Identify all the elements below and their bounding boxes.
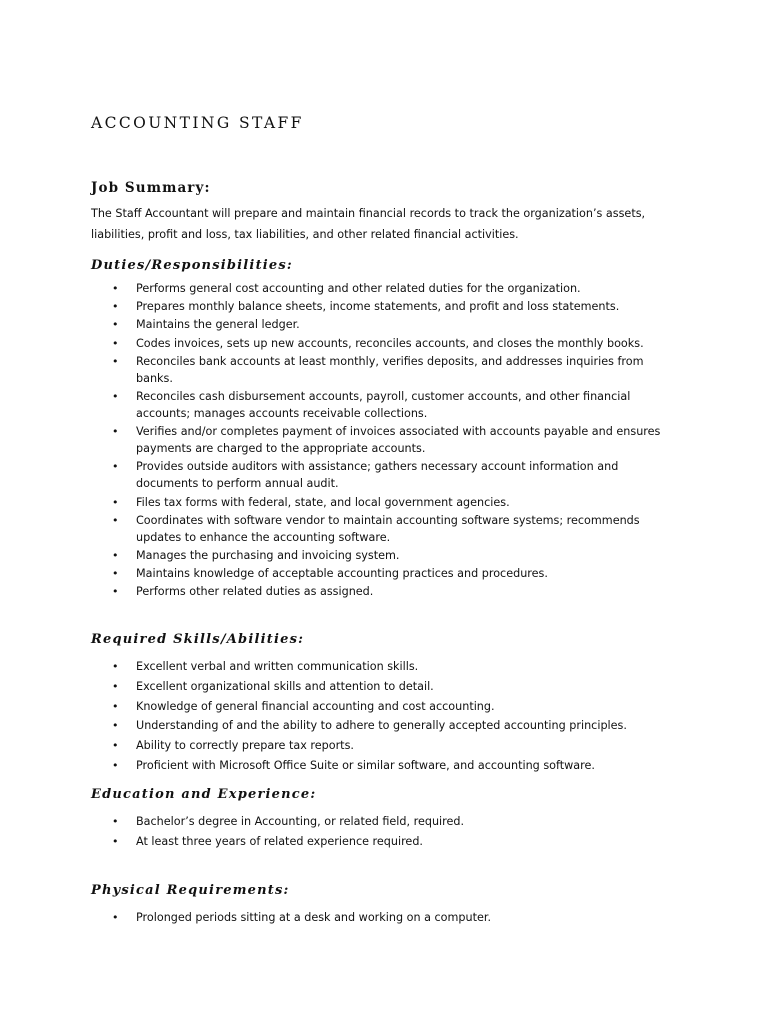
physical-heading: Physical Requirements: — [91, 883, 290, 898]
skills-list — [112, 658, 682, 774]
list-item — [112, 547, 682, 564]
list-item-text: Proficient with Microsoft Office Suite or similar software, and accounting software. — [136, 758, 595, 772]
list-item — [112, 458, 682, 492]
skills-heading: Required Skills/Abilities: — [91, 632, 305, 647]
list-item — [112, 583, 682, 600]
list-item-text: Coordinates with software vendor to maintain accounting software systems; recommends — [136, 513, 640, 527]
list-item — [112, 280, 682, 297]
physical-list — [112, 909, 682, 926]
bullet-icon: • — [112, 548, 119, 562]
bullet-icon: • — [112, 282, 119, 295]
bullet-icon: • — [112, 425, 119, 439]
list-item — [112, 757, 682, 774]
duties-heading: Duties/Responsibilities: — [91, 258, 293, 273]
list-item-text: Manages the purchasing and invoicing system. — [136, 548, 400, 562]
bullet-icon: • — [112, 911, 119, 924]
list-item-text: Reconciles bank accounts at least monthly, verifies deposits, and addresses inquiries from — [136, 354, 644, 368]
bullet-icon: • — [112, 815, 119, 828]
document-title: ACCOUNTING STAFF — [91, 114, 304, 132]
list-item-text: At least three years of related experience required. — [136, 834, 423, 848]
list-item-text: Prolonged periods sitting at a desk and working on a computer. — [136, 911, 491, 924]
list-item-text: accounts; manages accounts receivable collections. — [136, 406, 428, 420]
duties-list — [112, 280, 682, 600]
job-summary-line: The Staff Accountant will prepare and maintain financial records to track the organization’s assets, — [91, 207, 646, 220]
list-item — [112, 353, 682, 387]
education-heading: Education and Experience: — [91, 787, 317, 802]
list-item-text: documents to perform annual audit. — [136, 477, 339, 491]
list-item-text: Files tax forms with federal, state, and local government agencies. — [136, 495, 510, 509]
list-item — [112, 678, 682, 695]
list-item — [112, 658, 682, 675]
bullet-icon: • — [112, 719, 119, 733]
list-item-text: Verifies and/or completes payment of invoices associated with accounts payable and ensures — [136, 425, 661, 439]
list-item — [112, 833, 682, 850]
job-summary-text — [91, 203, 671, 245]
list-item — [112, 298, 682, 315]
list-item — [112, 316, 682, 333]
list-item — [112, 512, 682, 546]
bullet-icon: • — [112, 567, 119, 581]
bullet-icon: • — [112, 679, 119, 693]
list-item-text: Maintains the general ledger. — [136, 318, 300, 332]
bullet-icon: • — [112, 834, 119, 848]
list-item-text: updates to enhance the accounting software. — [136, 530, 391, 544]
list-item — [112, 909, 682, 926]
list-item — [112, 717, 682, 734]
bullet-icon: • — [112, 318, 119, 332]
list-item-text: Performs other related duties as assigned. — [136, 585, 374, 599]
bullet-icon: • — [112, 354, 119, 368]
list-item — [112, 565, 682, 582]
bullet-icon: • — [112, 513, 119, 527]
list-item — [112, 388, 682, 422]
list-item-text: Prepares monthly balance sheets, income statements, and profit and loss statements. — [136, 300, 620, 314]
bullet-icon: • — [112, 660, 119, 673]
list-item-text: Maintains knowledge of acceptable accounting practices and procedures. — [136, 567, 548, 581]
bullet-icon: • — [112, 300, 119, 314]
list-item — [112, 494, 682, 511]
list-item — [112, 423, 682, 457]
bullet-icon: • — [112, 739, 119, 753]
list-item-text: Knowledge of general financial accounting and cost accounting. — [136, 699, 495, 713]
list-item — [112, 737, 682, 754]
list-item-text: Excellent organizational skills and attention to detail. — [136, 679, 434, 693]
bullet-icon: • — [112, 585, 119, 599]
list-item-text: Reconciles cash disbursement accounts, payroll, customer accounts, and other financial — [136, 389, 631, 403]
job-summary-line: liabilities, profit and loss, tax liabilities, and other related financial activities. — [91, 228, 519, 241]
list-item-text: banks. — [136, 371, 173, 385]
job-summary-heading: Job Summary: — [91, 180, 211, 196]
list-item-text: Provides outside auditors with assistance; gathers necessary account information and — [136, 460, 619, 474]
list-item-text: Excellent verbal and written communication skills. — [136, 660, 419, 673]
bullet-icon: • — [112, 758, 119, 772]
list-item-text: Codes invoices, sets up new accounts, reconciles accounts, and closes the monthly books. — [136, 336, 644, 350]
bullet-icon: • — [112, 699, 119, 713]
list-item — [112, 813, 682, 830]
bullet-icon: • — [112, 389, 119, 403]
list-item-text: payments are charged to the appropriate accounts. — [136, 442, 426, 456]
list-item — [112, 698, 682, 715]
education-list — [112, 813, 682, 850]
bullet-icon: • — [112, 336, 119, 350]
list-item-text: Bachelor’s degree in Accounting, or related field, required. — [136, 815, 465, 828]
list-item-text: Understanding of and the ability to adhere to generally accepted accounting principles. — [136, 719, 627, 733]
bullet-icon: • — [112, 495, 119, 509]
list-item-text: Performs general cost accounting and other related duties for the organization. — [136, 282, 581, 295]
list-item-text: Ability to correctly prepare tax reports. — [136, 739, 354, 753]
list-item — [112, 335, 682, 352]
bullet-icon: • — [112, 460, 119, 474]
